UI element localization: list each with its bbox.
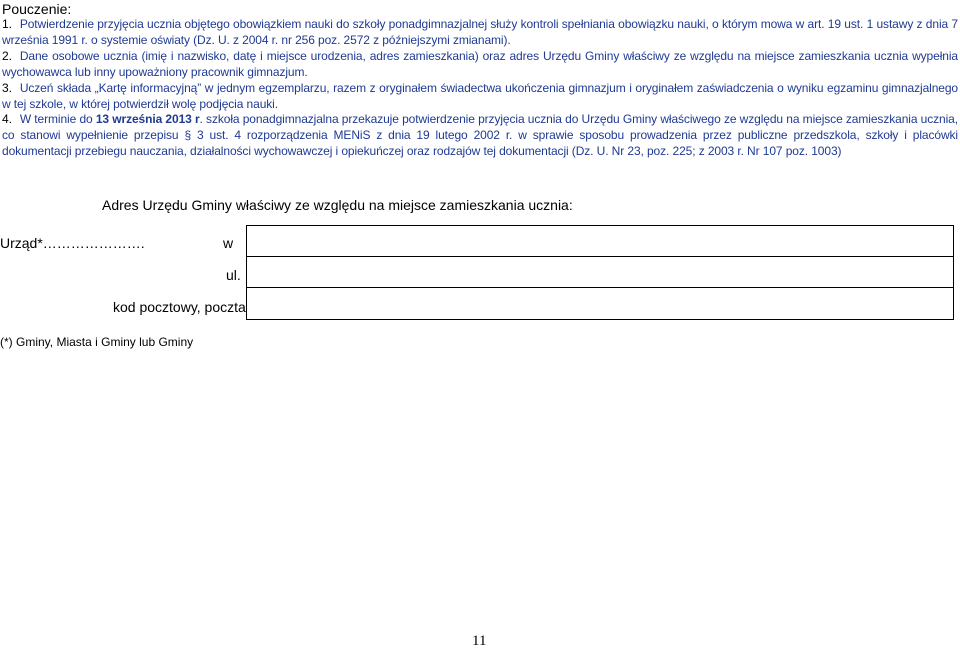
instruction-item-3 — [2, 80, 958, 112]
office-label: Urząd*…………………. — [0, 235, 145, 251]
item-number: 4. — [2, 112, 12, 126]
street-label: ul. — [226, 267, 241, 283]
instructions-heading: Pouczenie: — [2, 1, 72, 17]
postal-code-field[interactable] — [246, 288, 954, 320]
instruction-item-2 — [2, 48, 958, 80]
item-number: 3. — [2, 81, 12, 95]
footnote: (*) Gminy, Miasta i Gminy lub Gminy — [0, 335, 194, 349]
postal-code-label: kod pocztowy, poczta — [113, 299, 246, 315]
item-number: 2. — [2, 49, 12, 63]
deadline-date: 13 września 2013 r — [95, 112, 200, 126]
town-label: w — [223, 235, 234, 251]
instruction-item-1 — [2, 16, 958, 48]
town-field[interactable] — [246, 225, 954, 257]
item-text-before: W terminie do — [19, 112, 96, 126]
item-text: Uczeń składa „Kartę informacyjną” w jednym egzemplarzu, razem z oryginałem świadectwa ukończenia gimnazjum i oryginałem zaświadczenia o wyniku egzaminu gimnazjalnego w tej szkole, w której potwierdził wolę podjęcia nauki. — [2, 81, 958, 111]
address-heading: Adres Urzędu Gminy właściwy ze względu na miejsce zamieszkania ucznia: — [102, 197, 573, 213]
page-number: 11 — [472, 633, 487, 649]
item-text: Potwierdzenie przyjęcia ucznia objętego obowiązkiem nauki do szkoły ponadgimnazjalnej służy kontroli spełniania obowiązku nauki, o którym mowa w art. 19 ust. 1 ustawy z dnia 7 września 1991 r. o systemie oświaty (Dz. U. z 2004 r. nr 256 poz. 2572 z późniejszymi zmianami). — [2, 17, 958, 47]
item-number: 1. — [2, 17, 12, 31]
street-field[interactable] — [246, 257, 954, 288]
item-text: Dane osobowe ucznia (imię i nazwisko, datę i miejsce urodzenia, adres zamieszkania) oraz adres Urzędu Gminy właściwy ze względu na miejsce zamieszkania ucznia wypełnia wychowawca lub inny upoważniony pracownik gimnazjum. — [2, 49, 958, 79]
instruction-item-4 — [2, 111, 958, 159]
item-text-after: . szkoła ponadgimnazjalna przekazuje potwierdzenie przyjęcia ucznia do Urzędu Gminy właściwego ze względu na miejsce zamieszkania ucznia, co stanowi wypełnienie przepisu § 3 ust. 4 rozporządzenia MENiS z dnia 19 lutego 2002 r. w sprawie sposobu prowadzenia przez publiczne przedszkola, szkoły i placówki dokumentacji przebiegu nauczania, działalności wychowawczej i opiekuńczej oraz rodzajów tej dokumentacji (Dz. U. Nr 23, poz. 225; z 2003 r. Nr 107 poz. 1003) — [2, 112, 958, 158]
